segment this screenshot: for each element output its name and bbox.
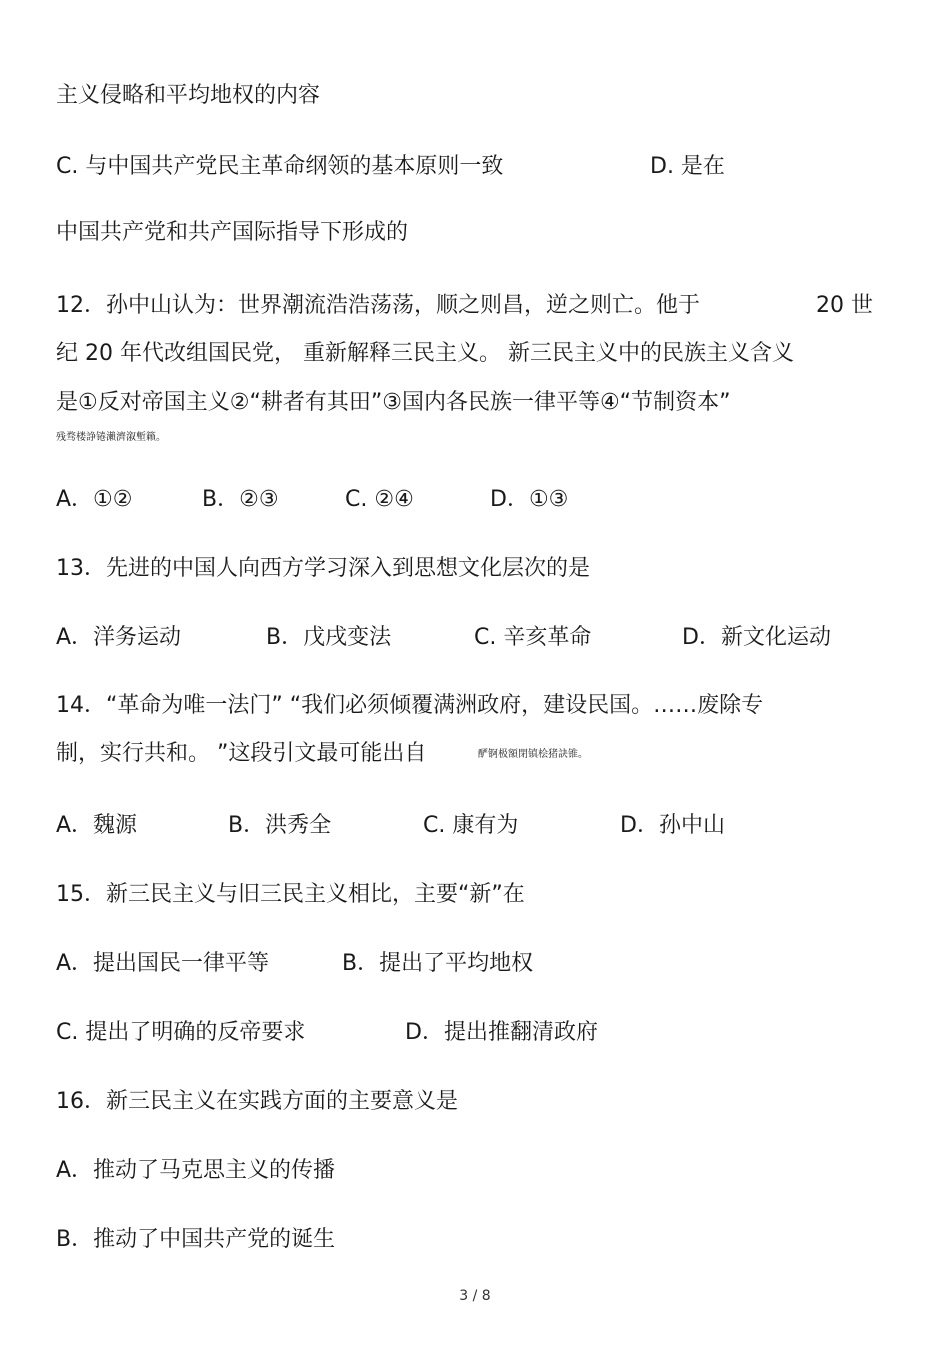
q13-option-c: C. 辛亥革命	[474, 625, 592, 650]
q12-stem-line3: 是①反对帝国主义②“耕者有其田”③国内各民族一律平等④“节制资本”	[56, 390, 731, 415]
q13-option-b: B．戊戌变法	[266, 625, 392, 650]
q12-option-b: B．②③	[202, 487, 279, 512]
q15-option-b: B．提出了平均地权	[342, 951, 534, 976]
q16-stem: 16．新三民主义在实践方面的主要意义是	[56, 1089, 458, 1114]
q11-option-d-continued: 中国共产党和共产国际指导下形成的	[56, 220, 409, 245]
q12-option-c: C. ②④	[345, 487, 414, 512]
text-line-continuation: 主义侵略和平均地权的内容	[56, 83, 321, 108]
q14-option-a: A．魏源	[56, 813, 138, 838]
q15-option-a: A．提出国民一律平等	[56, 951, 270, 976]
q14-option-d: D．孙中山	[620, 813, 725, 838]
q11-option-c: C. 与中国共产党民主革命纲领的基本原则一致	[56, 154, 504, 179]
q12-option-a: A．①②	[56, 487, 133, 512]
q14-option-c: C. 康有为	[423, 813, 519, 838]
q14-garbled-text: 酽锕极額閉镇桧猪訣锥。	[478, 749, 588, 760]
q16-option-a: A．推动了马克思主义的传播	[56, 1158, 336, 1183]
q11-option-d: D. 是在	[650, 154, 725, 179]
q14-stem-line2: 制，实行共和。 ”这段引文最可能出自	[56, 741, 427, 766]
q15-option-c: C. 提出了明确的反帝要求	[56, 1020, 306, 1045]
q14-stem-line1: 14．“革命为唯一法门” “我们必须倾覆满洲政府，建设民国。……废除专	[56, 693, 764, 718]
q16-option-b: B．推动了中国共产党的诞生	[56, 1227, 336, 1252]
q15-stem: 15．新三民主义与旧三民主义相比，主要“新”在	[56, 882, 525, 907]
q12-stem-line1: 12．孙中山认为：世界潮流浩浩荡荡，顺之则昌，逆之则亡。他于	[56, 293, 700, 318]
q12-option-d: D．①③	[490, 487, 569, 512]
q15-option-d: D．提出推翻清政府	[405, 1020, 598, 1045]
q12-garbled-text: 残骛楼諍锩瀨濟溆塹籟。	[56, 432, 166, 443]
q13-stem: 13．先进的中国人向西方学习深入到思想文化层次的是	[56, 556, 590, 581]
q14-option-b: B．洪秀全	[228, 813, 332, 838]
q12-stem-line1-end: 20 世	[816, 293, 873, 318]
page-number: 3 / 8	[459, 1288, 491, 1304]
q13-option-a: A．洋务运动	[56, 625, 182, 650]
q13-option-d: D．新文化运动	[682, 625, 831, 650]
q12-stem-line2: 纪 20 年代改组国民党， 重新解释三民主义。 新三民主义中的民族主义含义	[56, 341, 794, 366]
